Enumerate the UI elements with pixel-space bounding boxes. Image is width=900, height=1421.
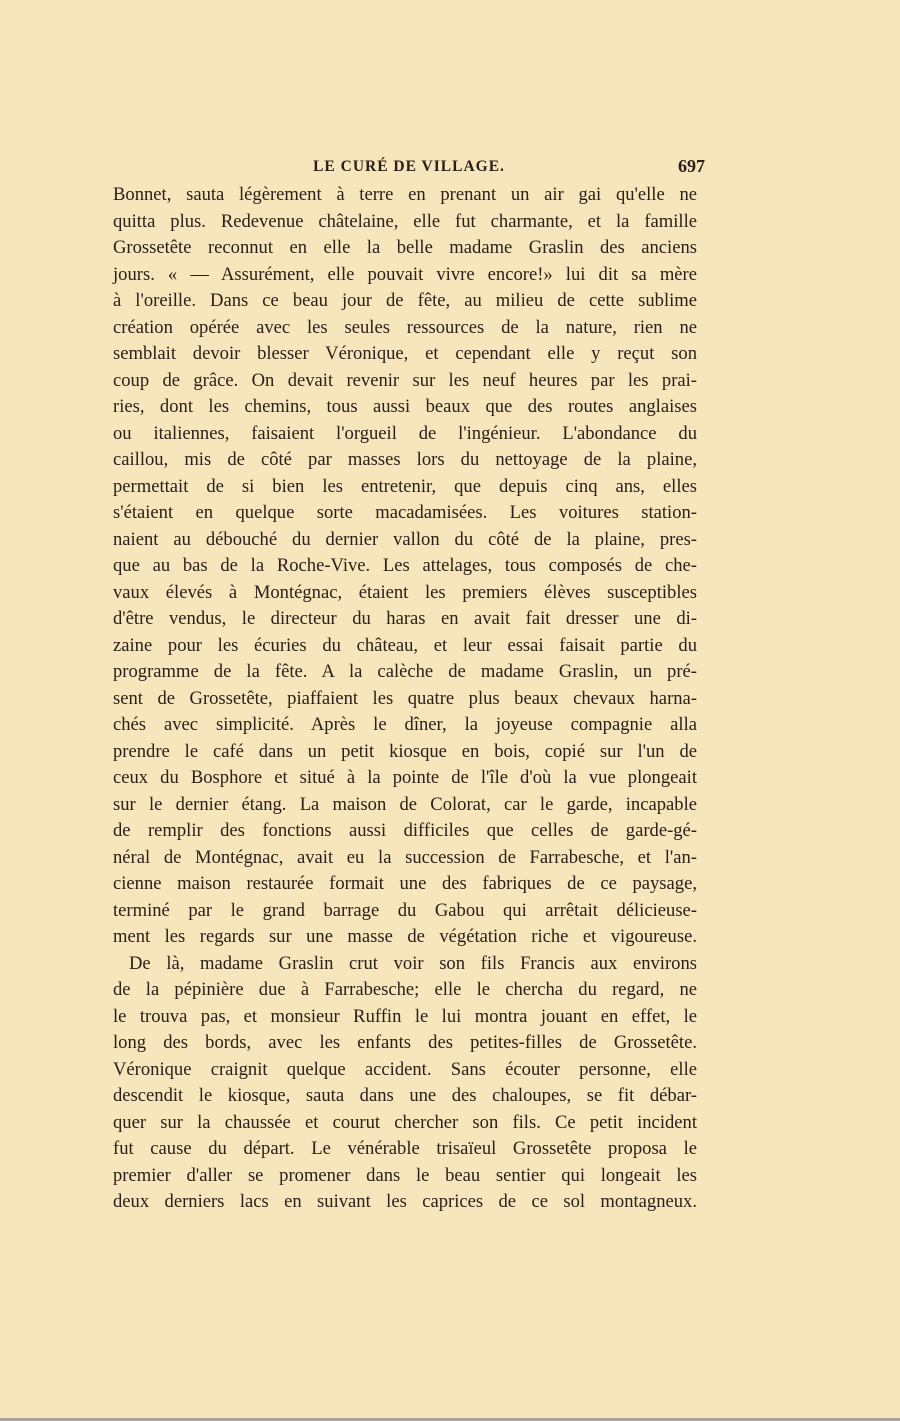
text-line: vaux élevés à Montégnac, étaient les premiers élèves susceptibles bbox=[113, 581, 697, 603]
text-line: ment les regards sur une masse de végétation riche et vigoureuse. bbox=[113, 926, 697, 947]
text-line: semblait devoir blesser Véronique, et cependant elle y reçut son bbox=[113, 343, 697, 364]
text-line: création opérée avec les seules ressources de la nature, rien ne bbox=[113, 316, 697, 338]
text-line: deux derniers lacs en suivant les caprices de ce sol montagneux. bbox=[113, 1191, 697, 1212]
text-line: naient au débouché du dernier vallon du côté de la plaine, pres- bbox=[113, 528, 697, 550]
text-line: le trouva pas, et monsieur Ruffin le lui montra jouant en effet, le bbox=[113, 1005, 697, 1027]
text-line: d'être vendus, le directeur du haras en avait fait dresser une di- bbox=[113, 608, 697, 629]
text-line: long des bords, avec les enfants des petites-filles de Grossetête. bbox=[113, 1032, 697, 1053]
text-line: quitta plus. Redevenue châtelaine, elle fut charmante, et la famille bbox=[113, 210, 697, 232]
text-line: premier d'aller se promener dans le beau sentier qui longeait les bbox=[113, 1164, 697, 1186]
text-line: de remplir des fonctions aussi difficiles que celles de garde-gé- bbox=[113, 820, 697, 841]
text-line: fut cause du départ. Le vénérable trisaïeul Grossetête proposa le bbox=[113, 1138, 697, 1159]
text-line: s'étaient en quelque sorte macadamisées. Les voitures station- bbox=[113, 502, 697, 523]
text-line: ou italiennes, faisaient l'orgueil de l'ingénieur. L'abondance du bbox=[113, 422, 697, 444]
body-text bbox=[113, 182, 697, 1216]
text-line: programme de la fête. A la calèche de madame Graslin, un pré- bbox=[113, 661, 697, 682]
text-line: néral de Montégnac, avait eu la succession de Farrabesche, et l'an- bbox=[113, 846, 697, 868]
text-line: ceux du Bosphore et situé à la pointe de l'île d'où la vue plongeait bbox=[113, 767, 697, 788]
text-line: Bonnet, sauta légèrement à terre en prenant un air gai qu'elle ne bbox=[113, 184, 697, 205]
text-line: zaine pour les écuries du château, et leur essai faisait partie du bbox=[113, 634, 697, 656]
text-line: ries, dont les chemins, tous aussi beaux que des routes anglaises bbox=[113, 396, 697, 417]
text-line: jours. « — Assurément, elle pouvait vivre encore!» lui dit sa mère bbox=[113, 263, 697, 285]
running-title: LE CURÉ DE VILLAGE. bbox=[313, 158, 505, 175]
text-line: caillou, mis de côté par masses lors du nettoyage de la plaine, bbox=[113, 449, 697, 470]
text-line: coup de grâce. On devait revenir sur les neuf heures par les prai- bbox=[113, 369, 697, 391]
text-line: terminé par le grand barrage du Gabou qui arrêtait délicieuse- bbox=[113, 899, 697, 921]
page-number: 697 bbox=[678, 156, 705, 176]
text-line: quer sur la chaussée et courut chercher son fils. Ce petit incident bbox=[113, 1111, 697, 1133]
text-line: à l'oreille. Dans ce beau jour de fête, au milieu de cette sublime bbox=[113, 290, 697, 311]
text-line: cienne maison restaurée formait une des fabriques de ce paysage, bbox=[113, 873, 697, 894]
text-line: de la pépinière due à Farrabesche; elle le chercha du regard, ne bbox=[113, 979, 697, 1000]
text-line: De là, madame Graslin crut voir son fils Francis aux environs bbox=[129, 952, 697, 974]
text-line: permettait de si bien les entretenir, que depuis cinq ans, elles bbox=[113, 475, 697, 497]
text-line: chés avec simplicité. Après le dîner, la joyeuse compagnie alla bbox=[113, 714, 697, 735]
text-line: sur le dernier étang. La maison de Colorat, car le garde, incapable bbox=[113, 793, 697, 815]
text-line: sent de Grossetête, piaffaient les quatre plus beaux chevaux harna- bbox=[113, 687, 697, 709]
page-header bbox=[113, 156, 705, 182]
text-line: Véronique craignit quelque accident. Sans écouter personne, elle bbox=[113, 1058, 697, 1080]
text-line: Grossetête reconnut en elle la belle madame Graslin des anciens bbox=[113, 237, 697, 258]
text-line: que au bas de la Roche-Vive. Les attelages, tous composés de che- bbox=[113, 555, 697, 576]
text-line: prendre le café dans un petit kiosque en bois, copié sur l'un de bbox=[113, 740, 697, 762]
text-line: descendit le kiosque, sauta dans une des chaloupes, se fit débar- bbox=[113, 1085, 697, 1106]
